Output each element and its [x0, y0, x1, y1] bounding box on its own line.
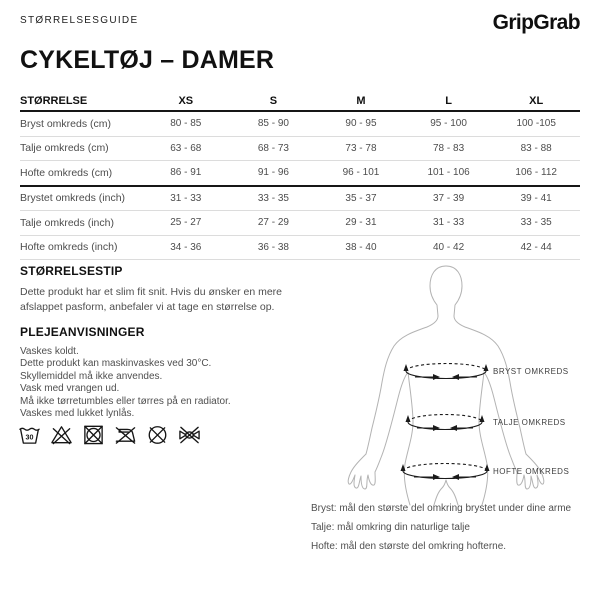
care-line: Skyllemiddel må ikke anvendes.: [20, 370, 163, 382]
care-line: Vaskes koldt.: [20, 346, 79, 357]
table-row-bryst-cm: [20, 111, 580, 136]
hip-band-label: HOFTE OMKREDS: [493, 467, 570, 476]
table-cell: 31 - 33: [142, 186, 230, 211]
table-cell: 25 - 27: [142, 211, 230, 236]
care-heading: PLEJEANVISNINGER: [20, 325, 145, 339]
row-label: Bryst omkreds (cm): [20, 111, 142, 136]
size-tip-text: Dette produkt har et slim fit snit. Hvis du ønsker en mere: [20, 286, 283, 298]
body-measurement-diagram: [330, 258, 595, 508]
table-cell: 34 - 36: [142, 235, 230, 260]
table-cell: 63 - 68: [142, 136, 230, 161]
waist-band-label: TALJE OMKREDS: [493, 418, 566, 427]
table-cell: 80 - 85: [142, 111, 230, 136]
table-cell: 86 - 91: [142, 161, 230, 186]
column-header-s: S: [230, 92, 318, 111]
waist-measure-band: [406, 415, 566, 432]
chest-measure-band: [404, 364, 569, 381]
table-cell: 33 - 35: [492, 211, 580, 236]
table-row-talje-inch: [20, 211, 580, 236]
table-cell: 39 - 41: [492, 186, 580, 211]
table-cell: 106 - 112: [492, 161, 580, 186]
care-instructions-section: [20, 325, 325, 420]
table-cell: 36 - 38: [230, 235, 318, 260]
measuring-note-chest: Bryst: mål den største del omkring brystet under dine arme: [311, 503, 572, 514]
care-symbols-row: [18, 422, 201, 447]
table-cell: 31 - 33: [405, 211, 493, 236]
column-header-l: L: [405, 92, 493, 111]
size-tip-heading: STØRRELSESTIP: [20, 264, 123, 278]
size-table: [20, 92, 580, 260]
do-not-bleach-icon: [50, 422, 73, 447]
care-line: Vaskes med lukket lynlås.: [20, 408, 135, 420]
table-cell: 73 - 78: [317, 136, 405, 161]
measuring-note-hips: Hofte: mål den største del omkring hofterne.: [311, 541, 507, 552]
page-eyebrow: STØRRELSESGUIDE: [20, 15, 139, 26]
wash-30-icon: [18, 422, 41, 447]
table-cell: 78 - 83: [405, 136, 493, 161]
care-line: Vask med vrangen ud.: [20, 383, 120, 395]
table-cell: 85 - 90: [230, 111, 318, 136]
table-row-hofte-inch: [20, 235, 580, 260]
table-cell: 38 - 40: [317, 235, 405, 260]
size-tip-text: afslappet pasform, anbefaler vi at tage en størrelse op.: [20, 300, 275, 313]
size-table-header-row: [20, 92, 580, 111]
page-title: CYKELTØJ – DAMER: [20, 46, 275, 74]
table-cell: 27 - 29: [230, 211, 318, 236]
gripgrab-logo: GripGrab: [492, 11, 580, 34]
do-not-wring-icon: [178, 422, 201, 447]
measuring-note-waist: Talje: mål omkring din naturlige talje: [311, 522, 470, 533]
table-cell: 33 - 35: [230, 186, 318, 211]
table-cell: 42 - 44: [492, 235, 580, 260]
table-cell: 100 -105: [492, 111, 580, 136]
table-cell: 40 - 42: [405, 235, 493, 260]
table-row-hofte-cm: [20, 161, 580, 186]
row-label: Hofte omkreds (cm): [20, 161, 142, 186]
chest-band-label: BRYST OMKREDS: [493, 367, 569, 376]
row-label: Brystet omkreds (inch): [20, 186, 142, 211]
row-label: Hofte omkreds (inch): [20, 235, 142, 260]
table-cell: 37 - 39: [405, 186, 493, 211]
table-cell: 83 - 88: [492, 136, 580, 161]
care-line: Må ikke tørretumbles eller tørres på en radiator.: [20, 395, 231, 407]
hip-measure-band: [401, 464, 570, 481]
table-cell: 29 - 31: [317, 211, 405, 236]
do-not-iron-icon: [114, 422, 137, 447]
table-cell: 95 - 100: [405, 111, 493, 136]
table-cell: 91 - 96: [230, 161, 318, 186]
table-row-talje-cm: [20, 136, 580, 161]
column-header-size: STØRRELSE: [20, 92, 142, 111]
measuring-notes: [311, 499, 591, 556]
row-label: Talje omkreds (inch): [20, 211, 142, 236]
table-cell: 35 - 37: [317, 186, 405, 211]
table-cell: 68 - 73: [230, 136, 318, 161]
column-header-xs: XS: [142, 92, 230, 111]
size-tip-section: [20, 264, 325, 314]
table-cell: 96 - 101: [317, 161, 405, 186]
table-row-bryst-inch: [20, 186, 580, 211]
column-header-xl: XL: [492, 92, 580, 111]
row-label: Talje omkreds (cm): [20, 136, 142, 161]
do-not-tumble-dry-icon: [82, 422, 105, 447]
do-not-dry-clean-icon: [146, 422, 169, 447]
table-cell: 90 - 95: [317, 111, 405, 136]
svg-text:30: 30: [25, 433, 34, 442]
column-header-m: M: [317, 92, 405, 111]
table-cell: 101 - 106: [405, 161, 493, 186]
care-line: Dette produkt kan maskinvaskes ved 30°C.: [20, 358, 212, 370]
